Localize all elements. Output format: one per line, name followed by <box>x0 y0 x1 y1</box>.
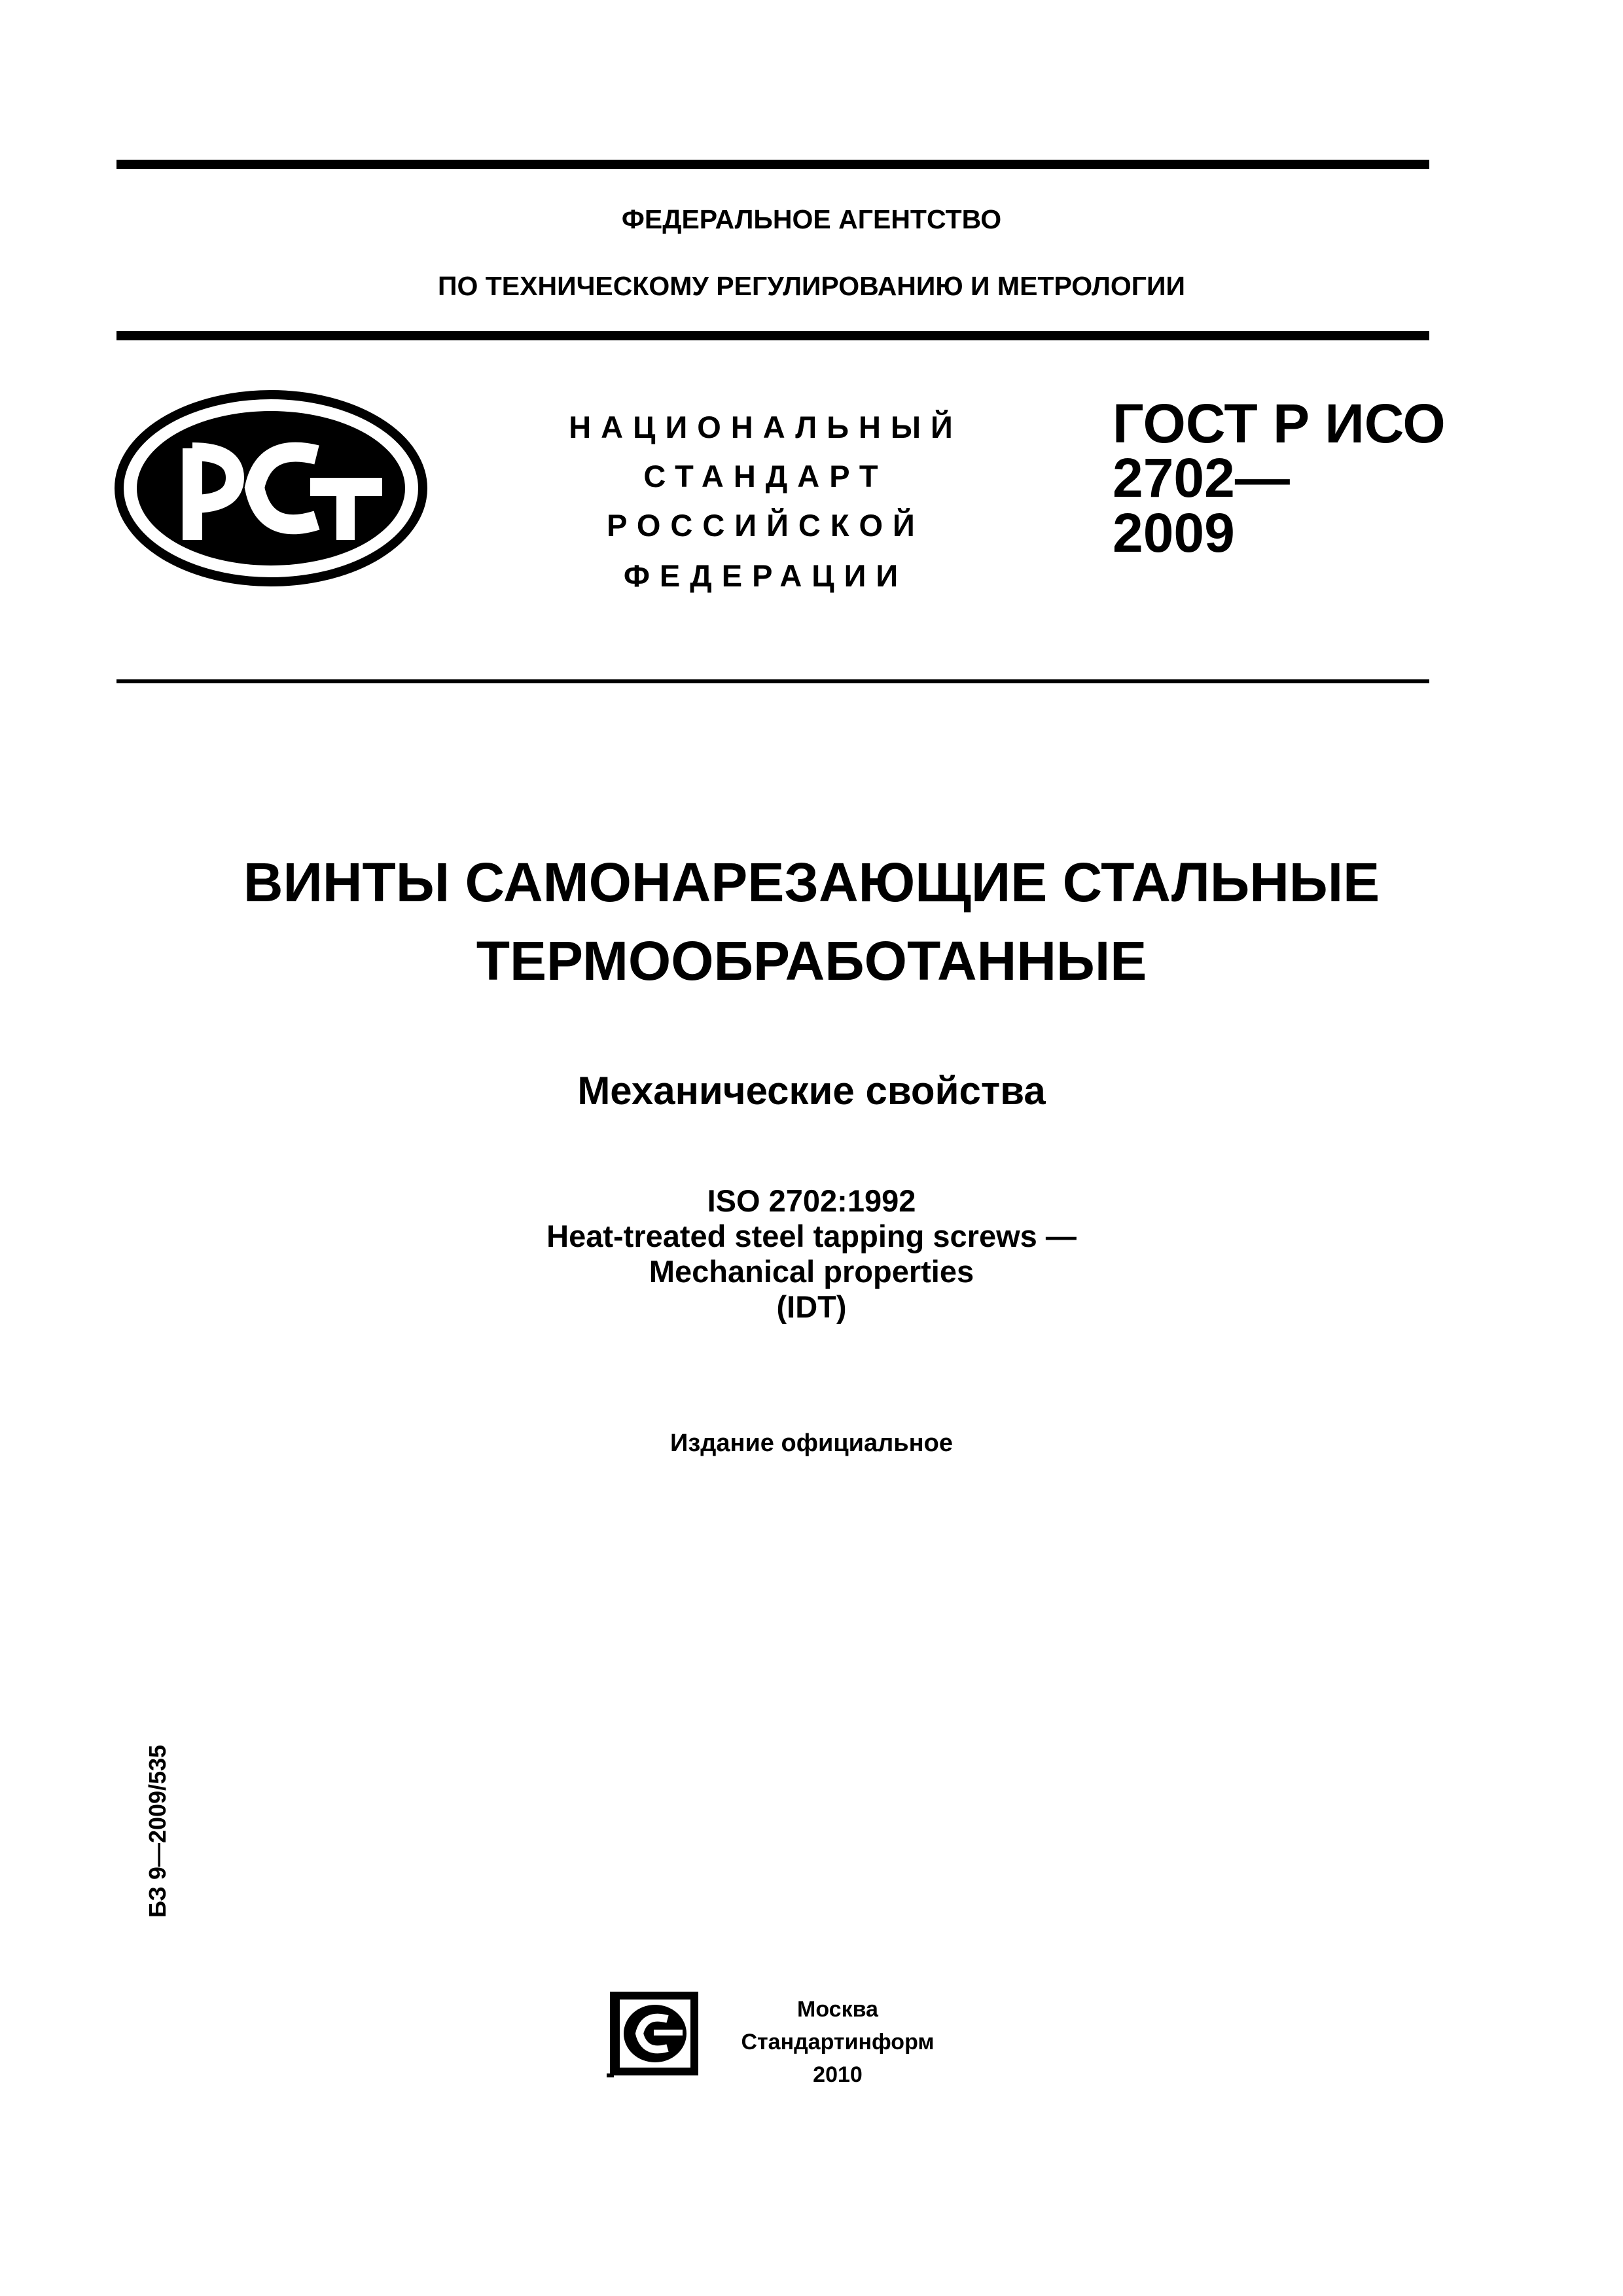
top-rule <box>116 160 1429 169</box>
document-title-line-2: ТЕРМООБРАБОТАННЫЕ <box>476 930 1147 992</box>
publisher-year: 2010 <box>813 2062 863 2087</box>
standard-code-line-2: 2702— <box>1113 447 1290 509</box>
document-title-line-1: ВИНТЫ САМОНАРЕЗАЮЩИЕ СТАЛЬНЫЕ <box>243 852 1380 913</box>
national-standard-line-3: РОССИЙСКОЙ <box>607 508 925 543</box>
agency-line-1: ФЕДЕРАЛЬНОЕ АГЕНТСТВО <box>621 204 1002 234</box>
iso-title-line-2: Mechanical properties <box>649 1254 974 1289</box>
iso-identity-marker: (IDT) <box>776 1289 847 1324</box>
side-code: БЗ 9—2009/535 <box>144 1744 171 1918</box>
iso-title-line-1: Heat-treated steel tapping screws — <box>546 1219 1077 1253</box>
standartinform-logo-icon <box>605 1986 704 2081</box>
iso-reference: ISO 2702:1992 <box>707 1183 916 1218</box>
publisher-name: Стандартинформ <box>741 2030 935 2054</box>
rst-emblem-icon <box>114 389 428 587</box>
publisher-city: Москва <box>797 1997 878 2022</box>
agency-bottom-rule <box>116 331 1429 340</box>
standard-code-line-3: 2009 <box>1113 502 1235 564</box>
document-subtitle: Механические свойства <box>577 1069 1046 1113</box>
national-standard-line-1: НАЦИОНАЛЬНЫЙ <box>569 410 963 444</box>
agency-line-2: ПО ТЕХНИЧЕСКОМУ РЕГУЛИРОВАНИЮ И МЕТРОЛОГИИ <box>438 271 1185 301</box>
standard-code-line-1: ГОСТ Р ИСО <box>1113 393 1446 454</box>
national-standard-line-2: СТАНДАРТ <box>643 459 888 493</box>
header-bottom-rule <box>116 679 1429 683</box>
national-standard-line-4: ФЕДЕРАЦИИ <box>623 558 908 593</box>
official-edition: Издание официальное <box>670 1429 953 1457</box>
